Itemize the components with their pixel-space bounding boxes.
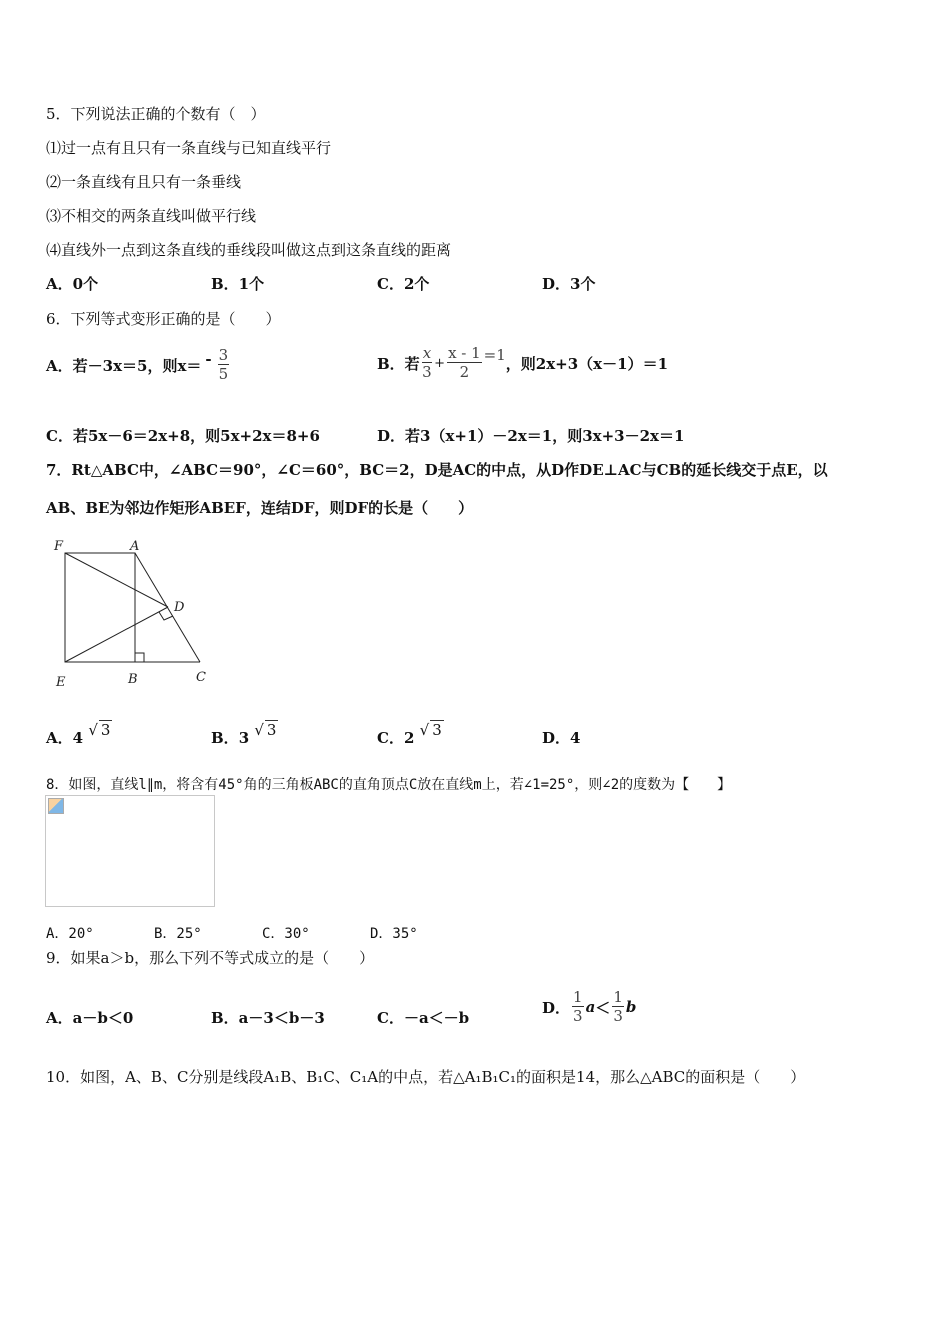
broken-image-icon <box>48 798 64 814</box>
q5-statement-1: ⑴过一点有且只有一条直线与已知直线平行 <box>46 139 332 157</box>
q7-label-b: B <box>128 672 138 687</box>
q5-option-c: C．2个 <box>377 275 430 293</box>
q6-a-den: 5 <box>218 365 229 383</box>
q7-option-a <box>46 721 112 748</box>
q9-d-f2-den: 3 <box>613 1007 623 1025</box>
q5-statement-3: ⑶不相交的两条直线叫做平行线 <box>46 207 257 225</box>
q6-b-f2-den: 2 <box>459 363 470 381</box>
q9-option-a: A．a－b＜0 <box>46 1009 134 1027</box>
q7-c-sqrt: √ 3 <box>419 721 442 739</box>
q9-option-d: D． $\frac{1}{3}$ a ＜ $\frac{1}{3}$ b <box>542 988 637 1025</box>
q7-a-label: A． <box>46 729 73 747</box>
q6-option-c: C．若5x－6＝2x+8，则5x+2x＝8+6 <box>46 427 320 445</box>
q7-d-coef: 4 <box>570 729 581 747</box>
q6-a-num: 3 <box>218 346 229 364</box>
q9-d-lt: ＜ <box>595 998 611 1017</box>
q7-option-d <box>542 727 580 748</box>
q9-d-fraction-2 <box>612 990 624 1024</box>
q6-b-eq: =1 <box>483 346 506 364</box>
q7-segment-fd <box>65 553 168 607</box>
q7-option-c <box>377 721 444 748</box>
q7-b-label: B． <box>211 729 239 747</box>
q7-c-radicand: 3 <box>432 721 442 739</box>
q6-b-fraction-1 <box>422 346 432 380</box>
q6-option-b <box>377 341 668 385</box>
q6-a-fraction <box>218 348 230 382</box>
q8-option-c: C．30° <box>262 926 310 942</box>
q7-c-coef: 2 <box>403 729 415 747</box>
q7-label-c: C <box>196 670 206 685</box>
q7-c-label: C． <box>377 729 404 747</box>
q6-b-fraction-2 <box>447 346 482 380</box>
q6-b-f1-num: x <box>422 344 432 362</box>
q9-d-f1-num: 1 <box>573 988 583 1006</box>
q6-b-post: ，则2x+3（x－1）＝1 <box>505 354 668 373</box>
q7-a-coef: 4 <box>72 729 84 747</box>
q7-segment-ed <box>65 607 168 662</box>
q7-b-coef: 3 <box>238 729 250 747</box>
q6-stem: 6．下列等式变形正确的是（ ） <box>46 310 281 328</box>
q6-option-d: D．若3（x+1）－2x＝1，则3x+3－2x＝1 <box>377 427 685 445</box>
q5-stem: 5．下列说法正确的个数有（ ） <box>46 105 266 123</box>
q8-option-a: A．20° <box>46 926 94 942</box>
q7-figure <box>40 530 220 695</box>
q6-b-f2-num: x - 1 <box>448 344 481 362</box>
q7-b-radicand: 3 <box>266 721 277 739</box>
q7-stem-line-2: AB、BE为邻边作矩形ABEF，连结DF，则DF的长是（ ） <box>46 499 474 517</box>
q9-d-fraction-1 <box>572 990 584 1024</box>
q7-option-b <box>211 721 278 748</box>
q7-label-e: E <box>56 675 66 690</box>
q8-stem: 8．如图，直线l∥m，将含有45°角的三角板ABC的直角顶点C放在直线m上，若∠1=25°，则∠2的度数为【 】 <box>46 777 732 793</box>
q7-b-sqrt: √ 3 <box>254 721 277 739</box>
q8-figure-placeholder <box>45 795 215 907</box>
q6-option-a <box>46 345 231 385</box>
q10-stem: 10．如图，A、B、C分别是线段A₁B、B₁C、C₁A的中点，若△A₁B₁C₁的面积是14，那么△ABC的面积是（ ） <box>46 1068 806 1086</box>
q7-right-angle-b <box>135 653 144 662</box>
q8-option-d: D．35° <box>370 926 418 942</box>
q9-d-f2-num: 1 <box>613 988 623 1006</box>
q5-option-d: D．3个 <box>542 275 596 293</box>
q5-option-b: B．1个 <box>211 275 265 293</box>
q8-option-b: B．25° <box>154 926 202 942</box>
q5-option-a: A．0个 <box>46 275 99 293</box>
q7-a-sqrt: √ 3 <box>88 721 111 739</box>
q6-b-text: B．若 <box>377 354 420 373</box>
q6-a-minus: - <box>205 350 212 368</box>
q5-statement-2: ⑵一条直线有且只有一条垂线 <box>46 173 242 191</box>
q7-label-f: F <box>54 539 64 554</box>
q7-stem-line-1: 7．Rt△ABC中，∠ABC＝90°，∠C＝60°，BC＝2，D是AC的中点，从D作DE⊥AC与CB的延长线交于点E，以 <box>46 461 828 479</box>
q6-a-text: A．若－3x＝5，则x＝ <box>46 356 202 375</box>
q9-d-label: D． <box>542 998 571 1017</box>
q6-b-f1-den: 3 <box>422 363 432 381</box>
q9-stem: 9．如果a＞b，那么下列不等式成立的是（ ） <box>46 949 375 967</box>
q5-statement-4: ⑷直线外一点到这条直线的垂线段叫做这点到这条直线的距离 <box>46 241 452 259</box>
q9-option-b: B．a－3＜b－3 <box>211 1009 325 1027</box>
q7-label-d: D <box>174 600 185 615</box>
q9-option-c: C．－a＜－b <box>377 1009 470 1027</box>
q7-rectangle-abef <box>65 553 135 662</box>
q7-d-label: D． <box>542 729 571 747</box>
q7-a-radicand: 3 <box>100 721 111 739</box>
q9-d-f1-den: 3 <box>573 1007 583 1025</box>
q6-b-plus: + <box>434 355 446 371</box>
q7-label-a: A <box>130 539 140 554</box>
